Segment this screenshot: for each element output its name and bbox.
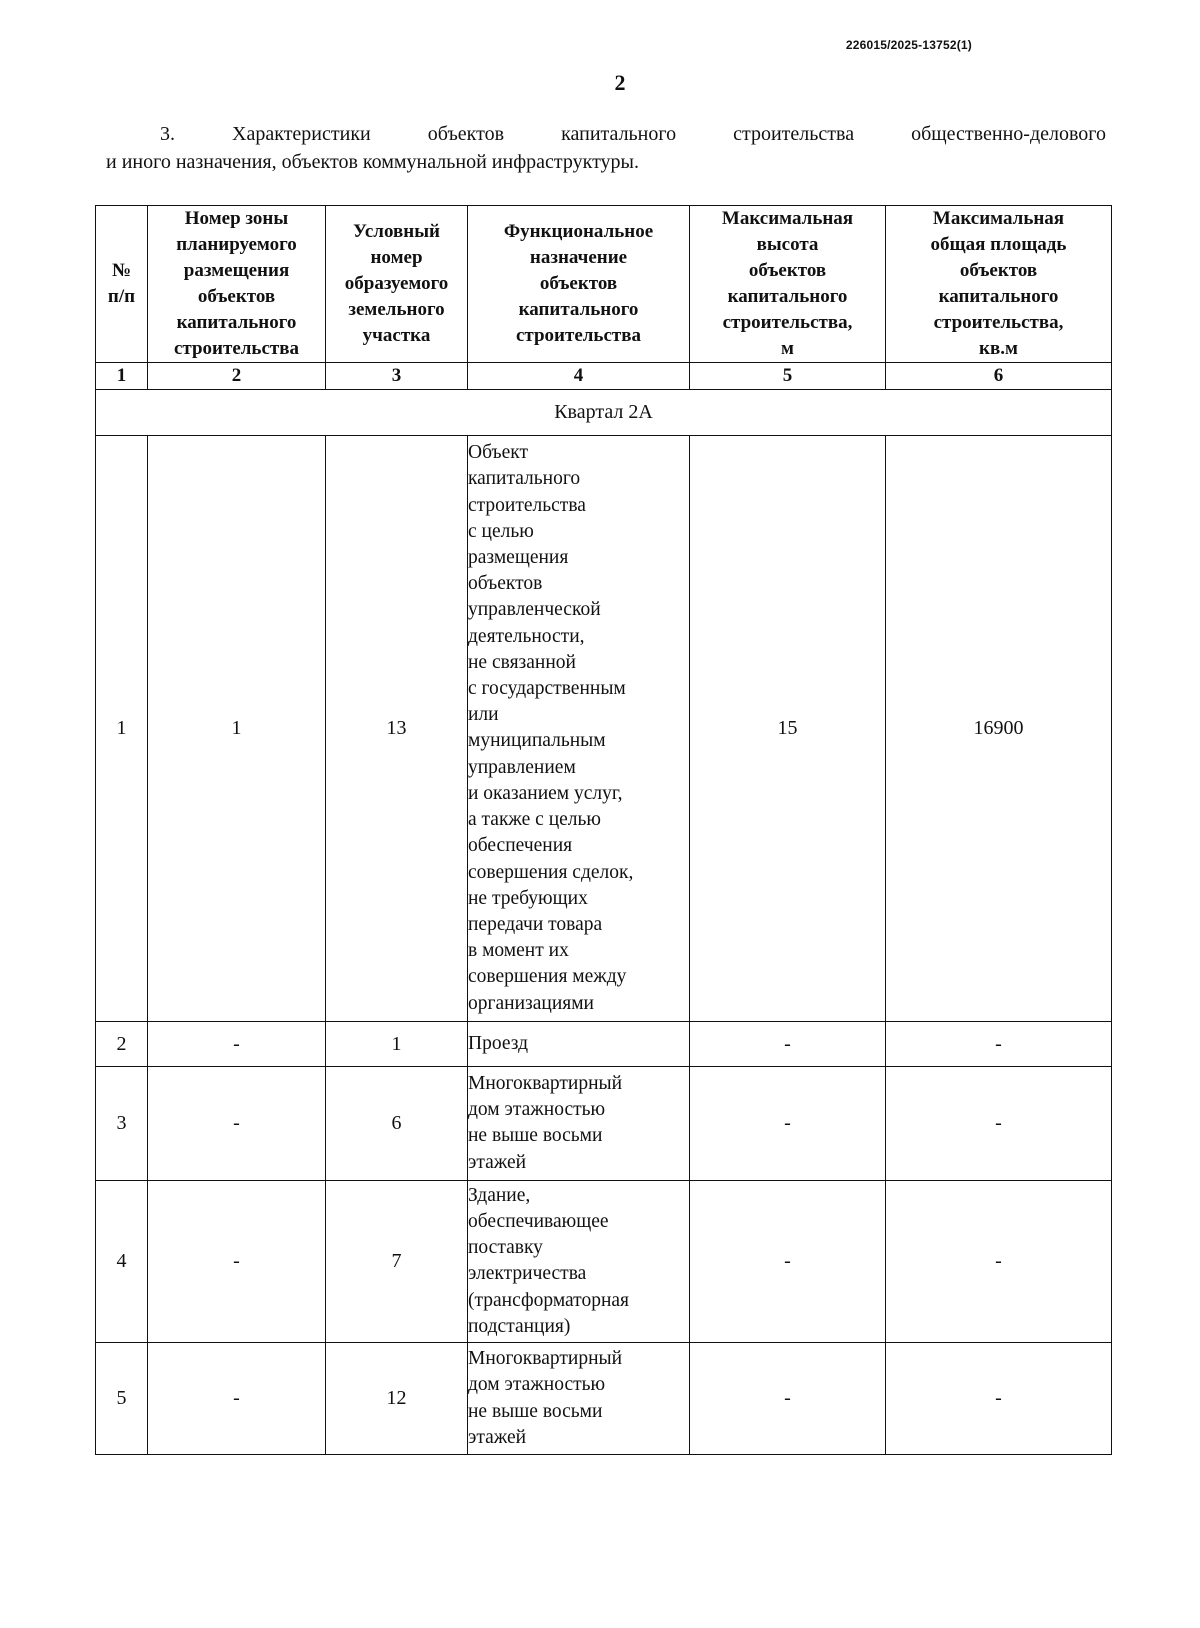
function-line: дом этажностью bbox=[468, 1374, 606, 1396]
header-line: размещения bbox=[183, 260, 290, 281]
function-line: капитального bbox=[468, 468, 581, 490]
table-row bbox=[96, 1066, 1112, 1180]
cell-function bbox=[468, 435, 690, 1022]
header-line: объектов bbox=[539, 273, 618, 294]
intro-line: 3. Характеристики объектов капитального строительства общественно-делового bbox=[160, 123, 1106, 145]
cell-plot: 1 bbox=[326, 1022, 468, 1067]
cell-function bbox=[468, 1180, 690, 1343]
header-line: номер bbox=[370, 247, 423, 268]
function-line: Объект bbox=[468, 442, 528, 464]
cell-max-area: 16900 bbox=[886, 435, 1112, 1022]
column-number: 6 bbox=[886, 363, 1112, 390]
column-number: 5 bbox=[690, 363, 886, 390]
header-line: Функциональное bbox=[503, 221, 654, 242]
header-line: назначение bbox=[529, 247, 628, 268]
header-line: кв.м bbox=[979, 338, 1018, 359]
cell-number: 3 bbox=[96, 1066, 148, 1180]
cell-zone: 1 bbox=[148, 435, 326, 1022]
cell-max-height: - bbox=[690, 1066, 886, 1180]
header-line: Максимальная bbox=[932, 208, 1065, 229]
function-line: электричества bbox=[468, 1263, 587, 1285]
cell-number: 4 bbox=[96, 1180, 148, 1343]
section-intro-paragraph bbox=[106, 120, 1106, 176]
function-line: обеспечивающее bbox=[468, 1211, 609, 1233]
header-line: образуемого bbox=[344, 273, 449, 294]
header-col-plot bbox=[326, 206, 468, 363]
header-col-zone bbox=[148, 206, 326, 363]
cell-zone: - bbox=[148, 1343, 326, 1455]
cell-function bbox=[468, 1066, 690, 1180]
cell-plot: 7 bbox=[326, 1180, 468, 1343]
function-line: а также с целью bbox=[468, 809, 601, 831]
header-line: строительства bbox=[173, 338, 299, 359]
function-line: обеспечения bbox=[468, 835, 573, 857]
intro-line: и иного назначения, объектов коммунальной инфраструктуры. bbox=[106, 151, 639, 173]
column-number: 3 bbox=[326, 363, 468, 390]
function-line: не выше восьми bbox=[468, 1125, 603, 1147]
function-line: с государственным bbox=[468, 678, 626, 700]
column-number: 4 bbox=[468, 363, 690, 390]
header-line: земельного bbox=[348, 299, 445, 320]
function-line: не связанной bbox=[468, 651, 576, 673]
cell-zone: - bbox=[148, 1022, 326, 1067]
function-line: этажей bbox=[468, 1151, 527, 1173]
cell-plot: 12 bbox=[326, 1343, 468, 1455]
header-line: участка bbox=[362, 325, 431, 346]
header-line: м bbox=[781, 338, 794, 359]
header-line: объектов bbox=[748, 260, 827, 281]
document-registration-code: 226015/2025-13752(1) bbox=[845, 38, 972, 52]
cell-zone: - bbox=[148, 1180, 326, 1343]
cell-max-height: - bbox=[690, 1180, 886, 1343]
column-number: 1 bbox=[96, 363, 148, 390]
header-line: строительства bbox=[515, 325, 641, 346]
characteristics-table bbox=[95, 205, 1112, 1455]
table-row bbox=[96, 435, 1112, 1022]
header-line: планируемого bbox=[176, 234, 297, 255]
quarter-row bbox=[96, 390, 1112, 436]
table-row bbox=[96, 1343, 1112, 1455]
header-line: высота bbox=[756, 234, 819, 255]
function-line: муниципальным bbox=[468, 730, 606, 752]
header-line: строительства, bbox=[933, 312, 1064, 333]
header-line: Максимальная bbox=[721, 208, 854, 229]
cell-plot: 6 bbox=[326, 1066, 468, 1180]
function-line: этажей bbox=[468, 1426, 527, 1448]
function-line: в момент их bbox=[468, 940, 569, 962]
function-line: объектов bbox=[468, 573, 543, 595]
function-line: не выше восьми bbox=[468, 1400, 603, 1422]
header-col-function bbox=[468, 206, 690, 363]
function-line: с целью bbox=[468, 520, 534, 542]
header-line: капитального bbox=[176, 312, 297, 333]
table-header-row bbox=[96, 206, 1112, 363]
function-line: или bbox=[468, 704, 499, 726]
table-row bbox=[96, 1022, 1112, 1067]
header-line: п/п bbox=[107, 286, 136, 307]
header-line: Номер зоны bbox=[184, 208, 289, 229]
cell-max-area: - bbox=[886, 1343, 1112, 1455]
function-line: организациями bbox=[468, 992, 594, 1014]
cell-max-height: - bbox=[690, 1022, 886, 1067]
function-line: Здание, bbox=[468, 1184, 531, 1206]
header-line: объектов bbox=[197, 286, 276, 307]
header-line: капитального bbox=[938, 286, 1059, 307]
cell-max-area: - bbox=[886, 1180, 1112, 1343]
table-row bbox=[96, 1180, 1112, 1343]
header-line: строительства, bbox=[722, 312, 853, 333]
function-line: (трансформаторная bbox=[468, 1289, 630, 1311]
function-line: управленческой bbox=[468, 599, 601, 621]
header-line: № bbox=[111, 260, 132, 281]
cell-max-area: - bbox=[886, 1022, 1112, 1067]
function-line: Многоквартирный bbox=[468, 1348, 623, 1370]
cell-max-height: 15 bbox=[690, 435, 886, 1022]
cell-number: 1 bbox=[96, 435, 148, 1022]
function-line: Проезд bbox=[468, 1033, 528, 1054]
cell-number: 5 bbox=[96, 1343, 148, 1455]
cell-plot: 13 bbox=[326, 435, 468, 1022]
function-line: дом этажностью bbox=[468, 1099, 606, 1121]
function-line: деятельности, bbox=[468, 625, 585, 647]
function-line: совершения сделок, bbox=[468, 861, 634, 883]
header-col-max-area bbox=[886, 206, 1112, 363]
cell-max-height: - bbox=[690, 1343, 886, 1455]
function-line: подстанция) bbox=[468, 1315, 571, 1337]
cell-number: 2 bbox=[96, 1022, 148, 1067]
function-line: Многоквартирный bbox=[468, 1072, 623, 1094]
function-line: совершения между bbox=[468, 966, 627, 988]
cell-zone: - bbox=[148, 1066, 326, 1180]
header-col-max-height bbox=[690, 206, 886, 363]
column-number-row bbox=[96, 363, 1112, 390]
header-line: Условный bbox=[352, 221, 440, 242]
cell-max-area: - bbox=[886, 1066, 1112, 1180]
function-line: передачи товара bbox=[468, 913, 603, 935]
function-line: строительства bbox=[468, 494, 586, 516]
function-line: поставку bbox=[468, 1237, 543, 1259]
header-line: капитального bbox=[518, 299, 639, 320]
header-col-number bbox=[96, 206, 148, 363]
header-line: капитального bbox=[727, 286, 848, 307]
column-number: 2 bbox=[148, 363, 326, 390]
header-line: объектов bbox=[959, 260, 1038, 281]
function-line: размещения bbox=[468, 547, 569, 569]
page-number: 2 bbox=[614, 70, 626, 95]
quarter-label: Квартал 2А bbox=[96, 390, 1112, 436]
function-line: и оказанием услуг, bbox=[468, 782, 623, 804]
cell-function bbox=[468, 1022, 690, 1067]
cell-function bbox=[468, 1343, 690, 1455]
function-line: управлением bbox=[468, 756, 576, 778]
function-line: не требующих bbox=[468, 887, 588, 909]
header-line: общая площадь bbox=[930, 234, 1067, 255]
